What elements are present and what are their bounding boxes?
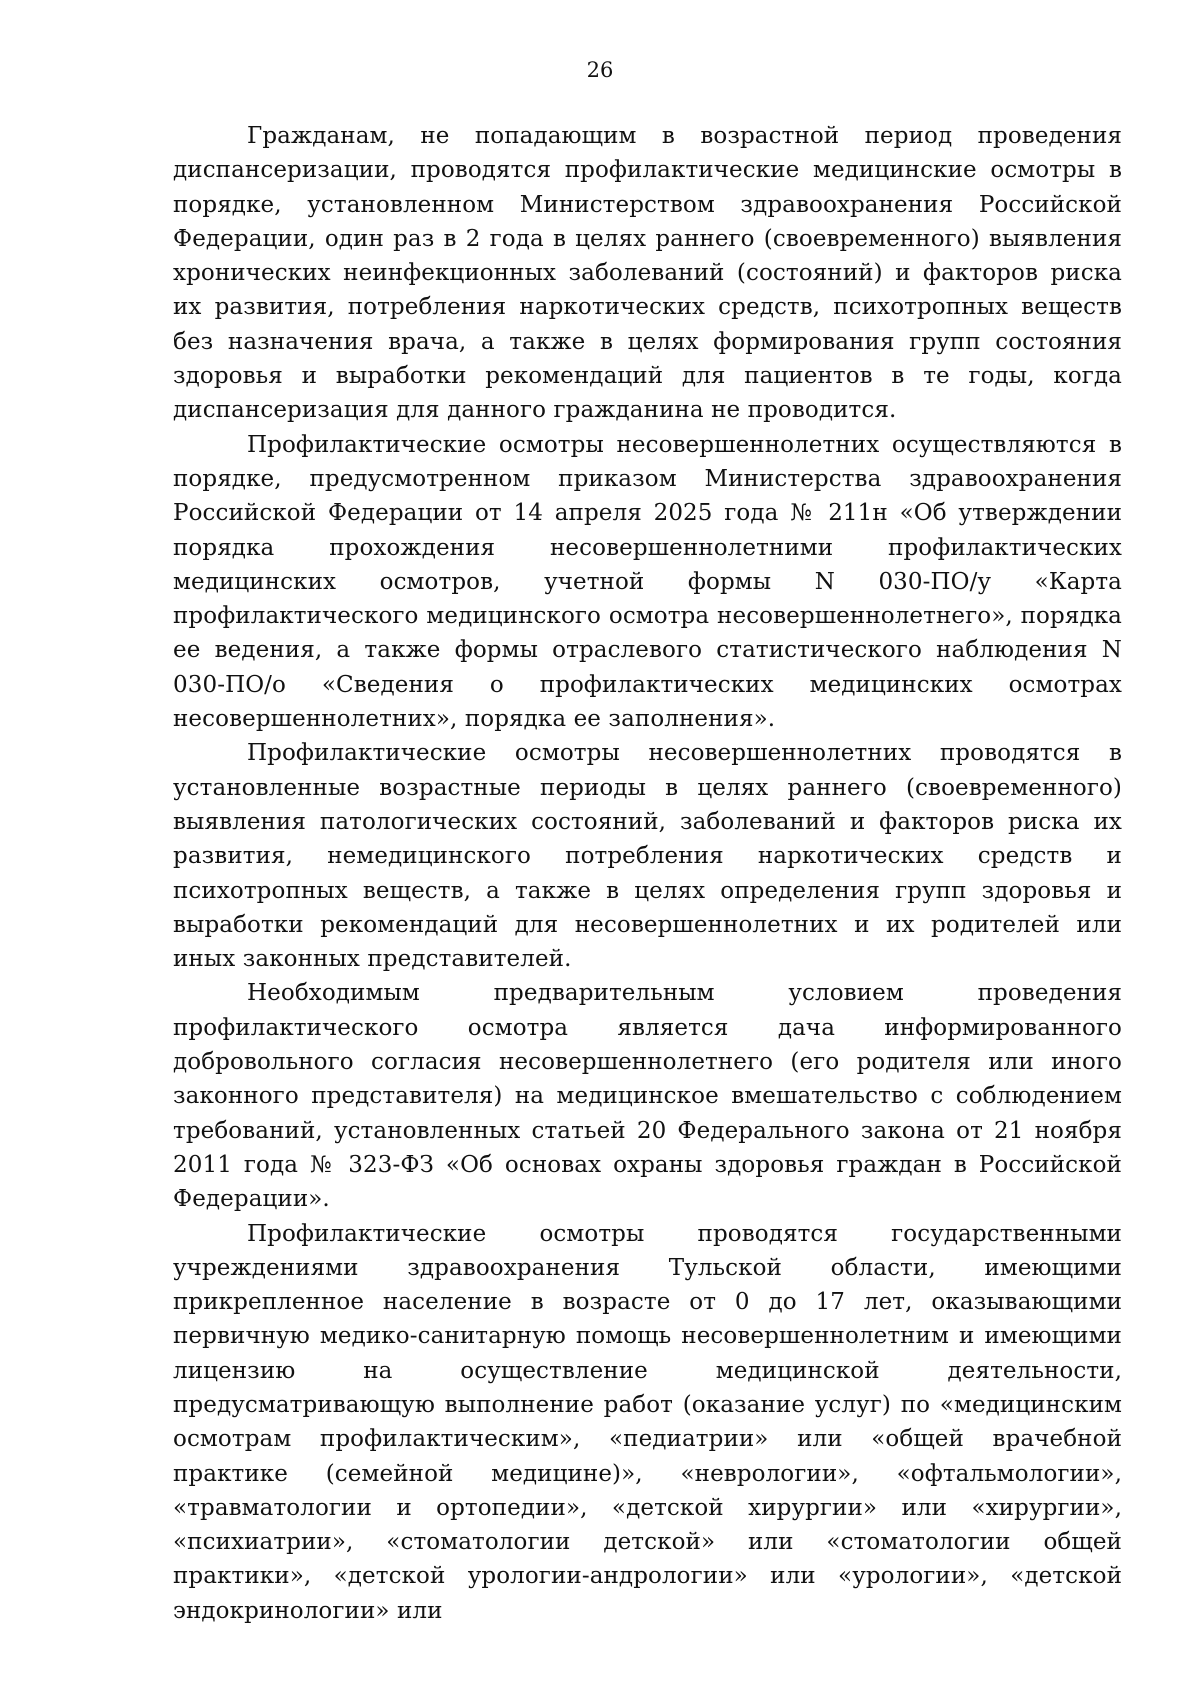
paragraph-institutions: Профилактические осмотры проводятся государственными учреждениями здравоохранения Тульской области, имеющими прикрепленное население в возрасте от 0 до 17 лет, оказывающими первичную медико-санитарную помощь несовершеннолетним и имеющими лицензию на осуществление медицинской деятельности, предусматривающую выполнение работ (оказание услуг) по «медицинским осмотрам профилактическим», «педиатрии» или «общей врачебной практике (семейной медицине)», «неврологии», «офтальмологии», «травматологии и ортопедии», «детской хирургии» или «хирургии», «психиатрии», «стоматологии детской» или «стоматологии общей практики», «детской урологии-андрологии» или «урологии», «детской эндокринологии» или: [173, 1220, 1122, 1624]
paragraph-consent: Необходимым предварительным условием проведения профилактического осмотра является дача информированного добровольного согласия несовершеннолетнего (его родителя или иного законного представителя) на медицинское вмешательство с соблюдением требований, установленных статьей 20 Федерального закона от 21 ноября 2011 года № 323-ФЗ «Об основах охраны здоровья граждан в Российской Федерации».: [173, 980, 1122, 1213]
page-number: 26: [586, 58, 614, 82]
paragraph-minors-order: Профилактические осмотры несовершеннолетних осуществляются в порядке, предусмотренном приказом Министерства здравоохранения Российской Федерации от 14 апреля 2025 года № 211н «Об утверждении порядка прохождения несовершеннолетними профилактических медицинских осмотров, учетной формы N 030-ПО/у «Карта профилактического медицинского осмотра несовершеннолетнего», порядка ее ведения, а также формы отраслевого статистического наблюдения N 030-ПО/о «Сведения о профилактических медицинских осмотрах несовершеннолетних», порядка ее заполнения».: [173, 431, 1122, 733]
paragraph-minors-purpose: Профилактические осмотры несовершеннолетних проводятся в установленные возрастные периоды в целях раннего (своевременного) выявления патологических состояний, заболеваний и факторов риска их развития, немедицинского потребления наркотических средств и психотропных веществ, а также в целях определения групп здоровья и выработки рекомендаций для несовершеннолетних и их родителей или иных законных представителей.: [173, 740, 1122, 973]
document-body: [173, 119, 1122, 1628]
paragraph-screening-adults: Гражданам, не попадающим в возрастной период проведения диспансеризации, проводятся профилактические медицинские осмотры в порядке, установленном Министерством здравоохранения Российской Федерации, один раз в 2 года в целях раннего (своевременного) выявления хронических неинфекционных заболеваний (состояний) и факторов риска их развития, потребления наркотических средств, психотропных веществ без назначения врача, а также в целях формирования групп состояния здоровья и выработки рекомендаций для пациентов в те годы, когда диспансеризация для данного гражданина не проводится.: [173, 123, 1122, 424]
